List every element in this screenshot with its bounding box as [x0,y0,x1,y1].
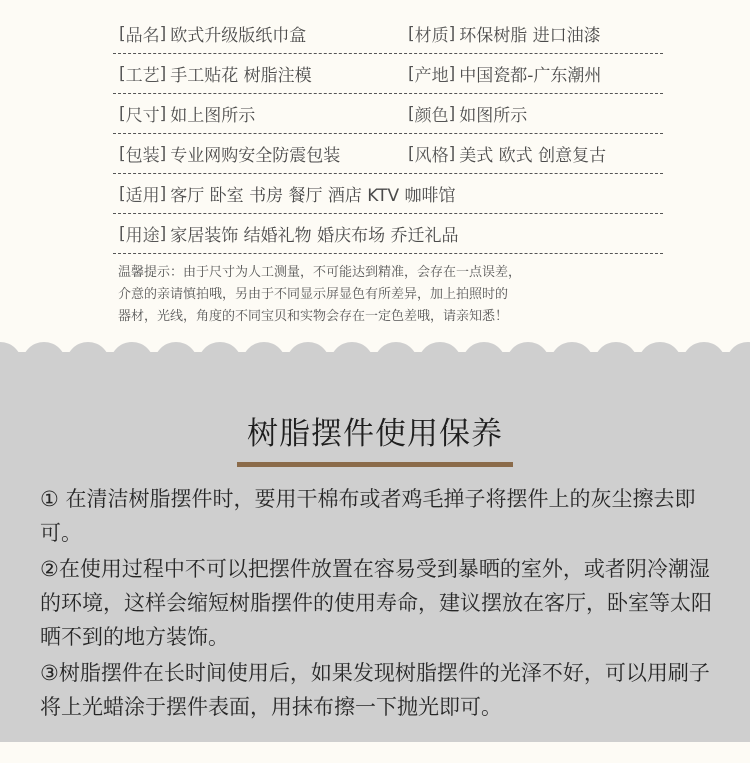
spec-row [113,14,663,54]
spec-label: 风格 [414,146,449,166]
spec-value: 欧式升级版纸巾盒 [170,26,307,46]
spec-row [113,54,663,94]
note-line: 器材，光线，角度的不同宝贝和实物会存在一定色差哦，请亲知悉！ [118,309,509,324]
care-item: ③树脂摆件在长时间使用后，如果发现树脂摆件的光泽不好，可以用刷子将上光蜡涂于摆件表面，用抹布擦一下抛光即可。 [40,661,710,719]
spec-value: 美式 欧式 创意复古 [459,146,607,166]
spec-cell: [ 品名 ] 欧式升级版纸巾盒 [113,21,408,46]
spec-table [113,14,663,254]
care-item: ②在使用过程中不可以把摆件放置在容易受到暴晒的室外，或者阴冷潮湿的环境，这样会缩短树脂摆件的使用寿命，建议摆放在客厅，卧室等太阳晒不到的地方装饰。 [40,557,712,649]
spec-value: 专业网购安全防震包装 [170,146,341,166]
spec-label: 包装 [125,146,160,166]
disclaimer-note [118,262,658,328]
note-line: 介意的亲请慎拍哦，另由于不同显示屏显色有所差异，加上拍照时的 [118,287,509,302]
spec-label: 用途 [125,226,160,246]
spec-label: 品名 [125,26,160,46]
care-list [40,482,720,726]
spec-cell: [ 适用 ] 客厅 卧室 书房 餐厅 酒店 KTV 咖啡馆 [113,181,663,206]
spec-cell: [ 尺寸 ] 如上图所示 [113,101,408,126]
spec-row [113,134,663,174]
spec-value: 如上图所示 [170,106,256,126]
spec-cell: [ 风格 ] 美式 欧式 创意复古 [408,141,663,166]
spec-value: 客厅 卧室 书房 餐厅 酒店 KTV 咖啡馆 [170,186,456,206]
spec-row [113,214,663,254]
spec-label: 产地 [414,66,449,86]
spec-label: 材质 [414,26,449,46]
spec-row [113,174,663,214]
spec-value: 手工贴花 树脂注模 [170,66,312,86]
care-panel [0,352,750,742]
spec-row [113,94,663,134]
note-line: 温馨提示：由于尺寸为人工测量，不可能达到精准，会存在一点误差， [118,265,522,280]
care-title: 树脂摆件使用保养 [247,416,503,452]
spec-value: 如图所示 [459,106,528,126]
spec-cell: [ 产地 ] 中国瓷都-广东潮州 [408,61,663,86]
spec-cell: [ 工艺 ] 手工贴花 树脂注模 [113,61,408,86]
spec-label: 颜色 [414,106,449,126]
spec-value: 中国瓷都-广东潮州 [459,66,602,86]
title-underline [237,462,513,467]
care-item: ① 在清洁树脂摆件时，要用干棉布或者鸡毛掸子将摆件上的灰尘擦去即可。 [40,487,696,545]
scalloped-edge [0,340,750,370]
spec-cell: [ 用途 ] 家居装饰 结婚礼物 婚庆布场 乔迁礼品 [113,221,663,246]
spec-label: 适用 [125,186,160,206]
spec-value: 家居装饰 结婚礼物 婚庆布场 乔迁礼品 [170,226,459,246]
spec-cell: [ 包装 ] 专业网购安全防震包装 [113,141,408,166]
spec-label: 工艺 [125,66,160,86]
spec-value: 环保树脂 进口油漆 [459,26,601,46]
spec-cell: [ 材质 ] 环保树脂 进口油漆 [408,21,663,46]
spec-label: 尺寸 [125,106,160,126]
spec-cell: [ 颜色 ] 如图所示 [408,101,663,126]
